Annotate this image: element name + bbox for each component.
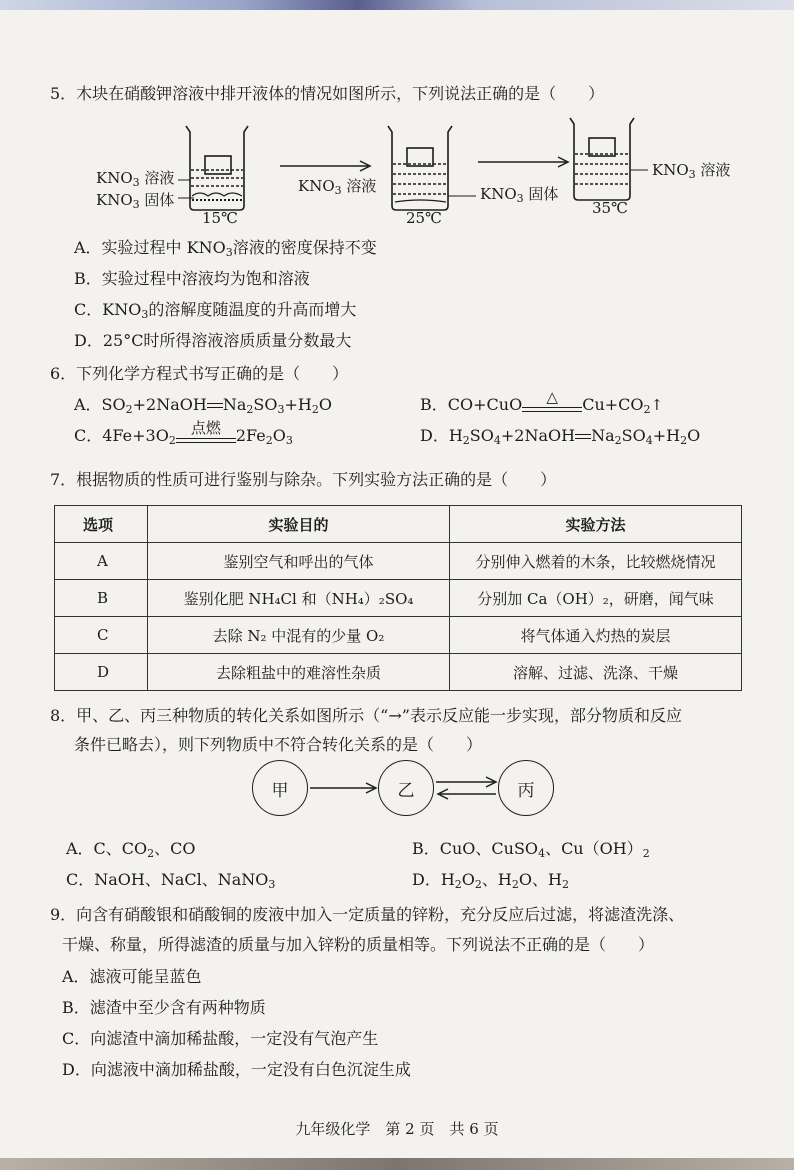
q8-option-d: D．$H_2O_2$、$H_2O$、$H_2$ — [412, 870, 569, 891]
table-row — [55, 543, 742, 580]
header-method: 实验方法 — [450, 506, 742, 543]
beaker-3 — [570, 118, 648, 200]
q8-stem-line1: 8．甲、乙、丙三种物质的转化关系如图所示（“→”表示反应能一步实现，部分物质和反应 — [50, 706, 682, 725]
q7-stem: 7．根据物质的性质可进行鉴别与除杂。下列实验方法正确的是（ ） — [50, 470, 557, 489]
row-method: 溶解、过滤、洗涤、干燥 — [450, 654, 742, 691]
row-option: C — [55, 617, 148, 654]
q6-option-b: B．CO+CuO △ $Cu+CO_2↑$ — [420, 388, 664, 416]
table-row — [55, 580, 742, 617]
q8-stem-line2: 条件已略去），则下列物质中不符合转化关系的是（ ） — [74, 735, 483, 754]
q6-option-d: D．$H_2SO_4+2NaOH$ $Na_2SO_4+H_2O$ — [420, 426, 701, 447]
temp-35: 35℃ — [592, 199, 628, 217]
q9-option-b: B．滤渣中至少含有两种物质 — [62, 998, 266, 1017]
row-option: B — [55, 580, 148, 617]
row-option: D — [55, 654, 148, 691]
row-method: 分别伸入燃着的木条，比较燃烧情况 — [450, 543, 742, 580]
page-footer: 九年级化学 第 2 页 共 6 页 — [295, 1120, 499, 1138]
q6-option-a: A．$SO_2+2NaOH$ $Na_2SO_3+H_2O$ — [74, 395, 332, 416]
q5-figure — [0, 112, 794, 232]
table-row — [55, 654, 742, 691]
row-goal: 鉴别化肥 NH₄Cl 和（NH₄）₂SO₄ — [148, 580, 450, 617]
q5-stem: 5．木块在硝酸钾溶液中排开液体的情况如图所示，下列说法正确的是（ ） — [50, 84, 605, 103]
row-goal: 去除 N₂ 中混有的少量 O₂ — [148, 617, 450, 654]
q9-stem-line2: 干燥、称量，所得滤渣的质量与加入锌粉的质量相等。下列说法不正确的是（ ） — [62, 935, 655, 954]
row-goal: 鉴别空气和呼出的气体 — [148, 543, 450, 580]
q8-arrows — [0, 752, 794, 832]
top-edge — [0, 0, 794, 10]
q5-option-d: D．25°C时所得溶液溶质质量分数最大 — [74, 331, 352, 350]
arrow-1 — [280, 161, 370, 171]
beaker1-solution-label: $KNO_3$ 溶液 — [96, 169, 175, 189]
beaker2-solid-label: $KNO_3$ 固体 — [480, 185, 559, 205]
header-option: 选项 — [55, 506, 148, 543]
q9-option-d: D．向滤液中滴加稀盐酸，一定没有白色沉淀生成 — [62, 1060, 411, 1079]
q8-option-a: A．C、$CO_2$、CO — [66, 839, 196, 860]
beaker2-solution-label: $KNO_3$ 溶液 — [298, 177, 377, 197]
q8-option-b: B．CuO、CuSO$_4$、$Cu(OH)_2$ — [412, 839, 650, 860]
q7-table — [54, 505, 742, 691]
header-goal: 实验目的 — [148, 506, 450, 543]
q6-option-c: C．$4Fe+3O_2$ 点燃 $2Fe_2O_3$ — [74, 419, 293, 447]
q9-option-c: C．向滤渣中滴加稀盐酸，一定没有气泡产生 — [62, 1029, 379, 1048]
q5-option-a: A．实验过程中 $KNO_3$溶液的密度保持不变 — [74, 238, 377, 259]
row-option: A — [55, 543, 148, 580]
arrow-2 — [478, 157, 568, 167]
table-header-row — [55, 506, 742, 543]
bottom-edge — [0, 1158, 794, 1170]
q5-option-b: B．实验过程中溶液均为饱和溶液 — [74, 269, 310, 288]
q8-diagram — [0, 752, 794, 832]
beaker1-solid-label: $KNO_3$ 固体 — [96, 191, 175, 211]
beaker3-solution-label: $KNO_3$ 溶液 — [652, 161, 731, 181]
temp-25: 25℃ — [406, 209, 442, 227]
q6-stem: 6．下列化学方程式书写正确的是（ ） — [50, 364, 349, 383]
row-method: 将气体通入灼热的炭层 — [450, 617, 742, 654]
temp-15: 15℃ — [202, 209, 238, 227]
row-method: 分别加 Ca（OH）₂，研磨，闻气味 — [450, 580, 742, 617]
node-jia: 甲 — [252, 760, 308, 816]
q5-option-c: C．$KNO_3$的溶解度随温度的升高而增大 — [74, 300, 357, 321]
q9-option-a: A．滤液可能呈蓝色 — [62, 967, 202, 986]
table-row — [55, 617, 742, 654]
node-yi: 乙 — [378, 760, 434, 816]
beaker-2 — [388, 126, 476, 210]
q9-stem-line1: 9．向含有硝酸银和硝酸铜的废液中加入一定质量的锌粉，充分反应后过滤，将滤渣洗涤、 — [50, 905, 685, 924]
q8-option-c: C．NaOH、NaCl、NaNO$_3$ — [66, 870, 276, 891]
beaker-1 — [178, 126, 248, 210]
node-bing: 丙 — [498, 760, 554, 816]
row-goal: 去除粗盐中的难溶性杂质 — [148, 654, 450, 691]
